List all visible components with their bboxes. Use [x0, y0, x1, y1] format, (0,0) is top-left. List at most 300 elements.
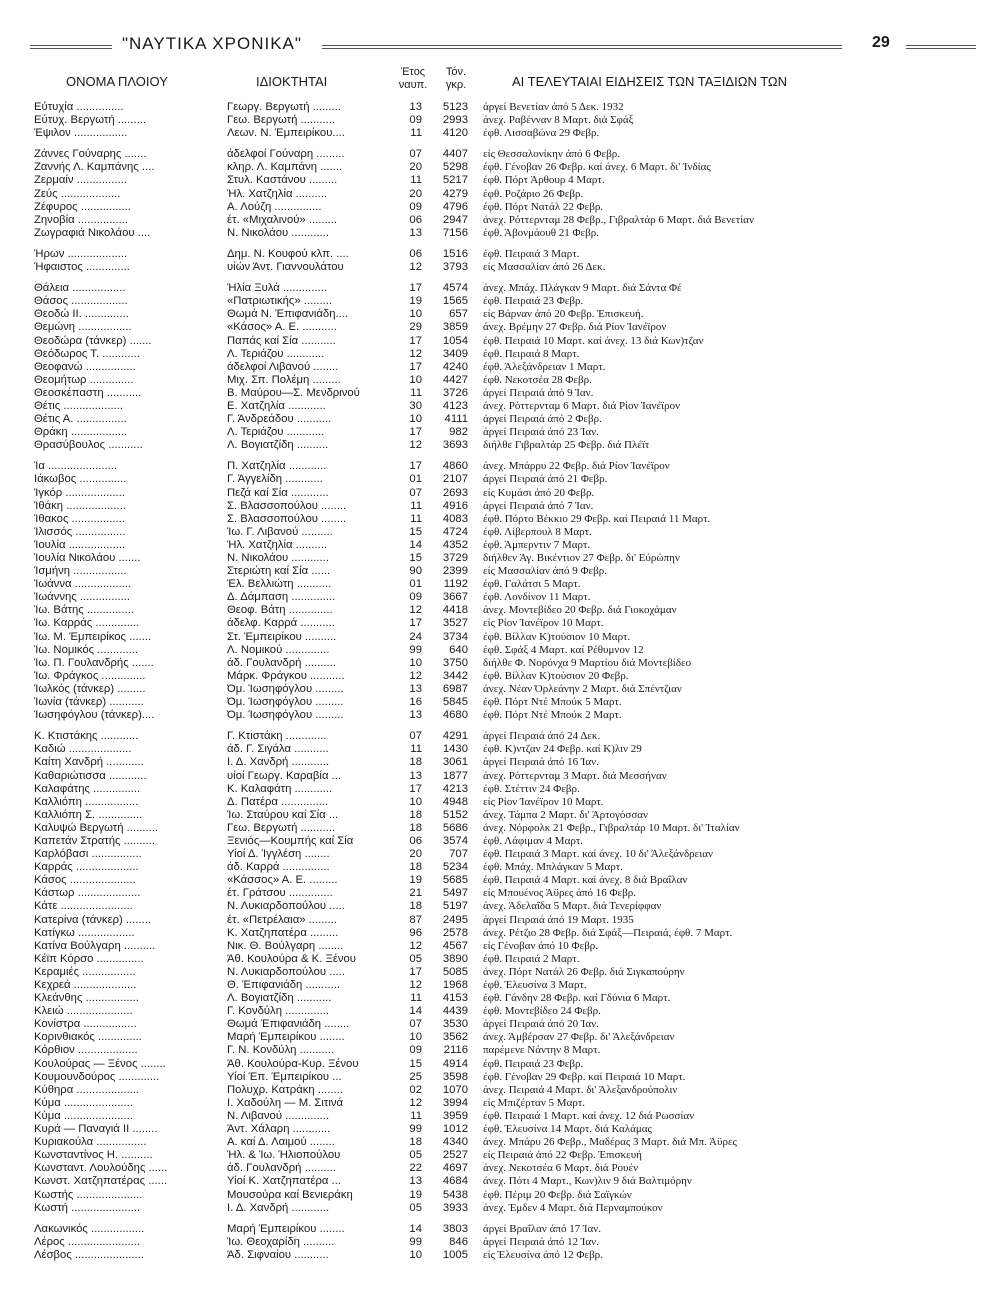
ship-news: άργεί Πειραιά άπό 7 Ίαν.	[483, 499, 594, 512]
ship-row	[34, 1189, 994, 1202]
ship-tonnage: 4948	[442, 795, 468, 808]
ship-name: Ίω. Καρράς ..............	[34, 617, 140, 630]
ship-year: 05	[409, 1149, 422, 1162]
ship-row	[34, 1223, 994, 1236]
ship-news: άνεχ. Νεκοτσέα 6 Μαρτ. διά Ρουέν	[483, 1162, 639, 1175]
ship-tonnage: 3994	[442, 1096, 468, 1109]
ship-news: άργεί Βενετίαν άπό 5 Δεκ. 1932	[483, 101, 624, 113]
ship-owner: Άθ. Κουλούρα & Κ. Ξένου	[227, 952, 356, 965]
ship-tonnage: 5217	[442, 174, 468, 187]
ship-news: διήλθε Γιβραλτάρ 25 Φεβρ. διά Πλέϊτ	[483, 439, 650, 452]
ship-owner: έτ. «Πετρέλαια» .........	[227, 913, 337, 926]
ship-tonnage: 2947	[442, 213, 468, 226]
ship-owner: Ήλ. & Ίω. Ήλιοπούλου	[227, 1149, 341, 1162]
ship-name: Ίω. Φράγκος ..............	[34, 669, 146, 682]
ship-row	[34, 400, 994, 413]
ship-row	[34, 657, 994, 670]
ship-row	[34, 321, 994, 334]
ship-owner: Ήλία Ξυλά ..............	[227, 282, 327, 295]
ship-news: έφθ. Κ)ντζαν 24 Φεβρ. καί Κ)λιν 29	[483, 743, 642, 756]
ship-year: 16	[409, 696, 422, 709]
ship-name: Κονίστρα .................	[34, 1018, 137, 1031]
ship-news: άνεχ. Μπάχ. Πλάγκαν 9 Μαρτ. διά Σάντα Φέ	[483, 282, 682, 295]
column-header-year-line1: Έτος	[400, 66, 426, 78]
ship-name: Κόρθιον ...................	[34, 1044, 138, 1057]
ship-row	[34, 500, 994, 513]
ship-tonnage: 4697	[442, 1162, 468, 1175]
ship-tonnage: 3442	[442, 669, 468, 682]
ship-name: Καθαριώτισσα ............	[34, 769, 147, 782]
ship-news: έφθ. Λίβερπουλ 8 Μαρτ.	[483, 525, 592, 538]
ship-row	[34, 1149, 994, 1162]
ship-name: Ίω. Μ. Έμπειρίκος .......	[34, 630, 152, 643]
ship-name: Ζερμαίν ................	[34, 174, 127, 187]
ship-news: άνεχ. Ρόττερνταμ 3 Μαρτ. διά Μεσσήναν	[483, 769, 667, 782]
ship-name: Θάλεια .................	[34, 282, 126, 295]
ship-owner: Ίω. Σταύρου καί Σία ...	[227, 808, 339, 821]
column-header-year	[395, 66, 431, 92]
ship-row	[34, 101, 994, 114]
ship-name: Καλαφάτης ...............	[34, 782, 141, 795]
ship-year: 99	[409, 1235, 422, 1248]
ship-news: έφθ. Πόρτ Ντέ Μπούκ 5 Μαρτ.	[483, 696, 622, 709]
ship-name: Λακωνικός .................	[34, 1222, 145, 1235]
ship-tonnage: 7156	[442, 226, 468, 239]
ship-tonnage: 4860	[442, 460, 468, 473]
ship-row	[34, 335, 994, 348]
ship-row	[34, 227, 994, 240]
ship-news: έφθ. Λάφιμαν 4 Μαρτ.	[483, 834, 584, 847]
ship-owner: Γ. Κονδύλη ..............	[227, 1005, 330, 1018]
ship-year: 12	[409, 979, 422, 991]
ship-name: Κωστή ......................	[34, 1201, 141, 1214]
ship-owner: Λ. Τεριάζου ............	[227, 426, 325, 439]
ship-year: 11	[410, 386, 422, 399]
ship-row	[34, 992, 994, 1005]
ship-tonnage: 4407	[442, 148, 468, 161]
ship-name: Ίλισσός ................	[34, 525, 126, 538]
ship-tonnage: 5123	[442, 101, 468, 113]
ship-owner: Πεζά καί Σία ............	[227, 486, 329, 499]
ship-row	[34, 743, 994, 756]
ship-news: έφθ. Πειραιά 3 Μαρτ.	[483, 247, 580, 260]
ship-name: Θέτις Α. ................	[34, 413, 127, 426]
ship-name: Καδιώ ....................	[34, 743, 132, 756]
ship-owner: Ν. Λιβανού ..............	[227, 1109, 330, 1122]
ship-year: 11	[410, 512, 422, 525]
ship-row	[34, 214, 994, 227]
ship-name: Κυριακούλα ................	[34, 1136, 147, 1149]
ship-year: 12	[409, 669, 422, 682]
ship-news: έφθ. Μπάχ. Μπλάγκαν 5 Μαρτ.	[483, 861, 623, 874]
ship-news: έφθ. Πόρτ Νατάλ 22 Φεβρ.	[483, 200, 604, 213]
ship-year: 18	[409, 756, 422, 769]
ship-year: 13	[409, 709, 422, 722]
ship-name: Ίω. Π. Γουλανδρής .......	[34, 656, 154, 669]
ship-name: Κουλούρας — Ξένος ........	[34, 1057, 166, 1070]
ship-year: 01	[409, 578, 422, 591]
ship-owner: Γεωργ. Βεργωτή .........	[227, 101, 341, 113]
ship-year: 11	[410, 992, 422, 1005]
ship-row	[34, 900, 994, 913]
ship-row	[34, 848, 994, 861]
ship-row	[34, 578, 994, 591]
ship-news: άργεί Πειραιά άπό 9 Ίαν.	[483, 386, 594, 399]
ship-year: 24	[409, 630, 422, 643]
ship-name: Κεχρεά ....................	[34, 979, 137, 991]
ship-name: Θρασύβουλος ...........	[34, 439, 143, 452]
ship-tonnage: 1070	[442, 1083, 468, 1096]
ship-tonnage: 5438	[442, 1188, 468, 1201]
ship-news: έφθ. Γένοβαν 26 Φεβρ. καί άνεχ. 6 Μαρτ. δι' Ίνδίας	[483, 161, 711, 174]
ship-tonnage: 5685	[442, 874, 468, 887]
ship-row	[34, 1071, 994, 1084]
ship-name: Ζωγραφιά Νικολάου ....	[34, 226, 151, 239]
ship-news: άνεχ. Πότι 4 Μαρτ., Κων)λιν 9 διά Βαλτιμόρην	[483, 1175, 692, 1188]
ship-year: 96	[409, 926, 422, 939]
ship-tonnage: 640	[449, 643, 468, 656]
ship-row	[34, 114, 994, 127]
ship-tonnage: 3693	[442, 439, 468, 452]
ship-year: 12	[409, 939, 422, 952]
ship-name: Ζηνοβία ................	[34, 213, 129, 226]
ship-news: έφθ. Άβονμάουθ 21 Φεβρ.	[483, 226, 600, 239]
ship-news: παρέμενε Νάντην 8 Μαρτ.	[483, 1044, 601, 1057]
ship-tonnage: 2693	[442, 486, 468, 499]
ship-owner: άδ. Γουλανδρή ..........	[227, 656, 336, 669]
ship-name: Κορινθιακός ..............	[34, 1031, 142, 1044]
ship-news: έφθ. Λονδίνον 11 Μαρτ.	[483, 591, 591, 604]
ship-row	[34, 1110, 994, 1123]
ship-tonnage: 1565	[442, 295, 468, 308]
column-header-ship-name: ΟΝΟΜΑ ΠΛΟΙΟΥ	[66, 74, 168, 89]
ship-news: είς Μπουένος Άϋρες άπό 16 Φεβρ.	[483, 887, 636, 900]
ship-name: Θεμώνη .................	[34, 321, 132, 334]
ship-owner: Σ. Βλασσοπούλου ........	[227, 512, 347, 525]
ship-owner: Μαρή Έμπειρίκου ........	[227, 1031, 345, 1044]
column-header-tonnage	[438, 66, 474, 92]
ship-name: Καρλόβασι ................	[34, 848, 142, 861]
ship-name: Καρράς ....................	[34, 861, 139, 874]
ship-year: 20	[409, 187, 422, 200]
ship-tonnage: 4083	[442, 512, 468, 525]
ship-name: Ίω. Νομικός .............	[34, 643, 139, 656]
ship-tonnage: 4111	[444, 413, 468, 426]
ship-owner: «Κάσος» Α. Ε. ...........	[227, 321, 337, 334]
ship-row	[34, 387, 994, 400]
ship-news: άνεχ. Μοντεβίδεο 20 Φεβρ. διά Γιοκοχάμαν	[483, 604, 677, 617]
ship-owner: Δ. Πατέρα ...............	[227, 795, 329, 808]
ship-owner: Παπάς καί Σία ...........	[227, 334, 336, 347]
ship-news: άνεχ. Άμβέρσαν 27 Φεβρ. δι' Άλεξάνδρειαν	[483, 1031, 675, 1044]
ship-tonnage: 3061	[442, 756, 468, 769]
ship-owner: Θεοφ. Βάτη ..............	[227, 604, 333, 617]
ship-year: 13	[409, 769, 422, 782]
ship-news: έφθ. Πειραιά 3 Μαρτ. καί άνεχ. 10 δι' Άλεξάνδρειαν	[483, 848, 713, 861]
ship-year: 99	[409, 1123, 422, 1136]
ship-year: 14	[409, 538, 422, 551]
ship-year: 20	[409, 848, 422, 861]
ship-name: Κωνστ. Χατζηπατέρας ......	[34, 1175, 168, 1188]
ship-year: 13	[409, 101, 422, 113]
ship-tonnage: 3859	[442, 321, 468, 334]
ship-tonnage: 4680	[442, 709, 468, 722]
ship-tonnage: 4427	[442, 373, 468, 386]
ship-owner: Υίοί Έπ. Έμπειρίκου ...	[227, 1070, 342, 1083]
page-number: 29	[872, 34, 890, 51]
ship-year: 10	[409, 413, 422, 426]
ship-tonnage: 3409	[442, 347, 468, 360]
ship-news: έφθ. Γάνδην 28 Φεβρ. καί Γδύνια 6 Μαρτ.	[483, 992, 671, 1005]
ship-year: 15	[409, 1057, 422, 1070]
ship-row	[34, 127, 994, 140]
ship-name: Καλλιόπη Σ. ..............	[34, 808, 143, 821]
ship-year: 10	[409, 1248, 422, 1261]
ship-news: έφθ. Πειραιά 2 Μαρτ.	[483, 952, 580, 965]
ship-owner: Στ. Έμπειρίκου ..........	[227, 630, 337, 643]
ship-row	[34, 188, 994, 201]
ship-news: άργεί Πειραιά άπό 21 Φεβρ.	[483, 473, 608, 486]
ship-name: Ίωάννης ................	[34, 591, 131, 604]
ship-tonnage: 707	[449, 848, 468, 861]
ship-news: άνεχ. Νέαν Όρλεάνην 2 Μαρτ. διά Σπέντζιαν	[483, 682, 682, 695]
ship-tonnage: 4796	[442, 200, 468, 213]
ship-row	[34, 874, 994, 887]
ship-name: Κυρά — Παναγιά ΙΙ ........	[34, 1123, 158, 1136]
running-header	[30, 32, 976, 56]
ship-tonnage: 3750	[442, 656, 468, 669]
ship-news: άνεχ. Πόρτ Νατάλ 26 Φεβρ. διά Σιγκαπούρην	[483, 965, 685, 978]
ship-tonnage: 4352	[442, 538, 468, 551]
ship-owner: Γ. Άνδρεάδου ...........	[227, 413, 332, 426]
ship-year: 17	[409, 965, 422, 978]
ship-name: Καλλιόπη .................	[34, 795, 139, 808]
ship-name: Κατίγκω ..................	[34, 926, 135, 939]
ship-owner: Έλ. Βελλιώτη ...........	[227, 578, 332, 591]
ship-tonnage: 1968	[442, 979, 468, 991]
ship-name: Θεοδώρα (τάνκερ) .......	[34, 334, 152, 347]
ship-row	[34, 953, 994, 966]
ship-news: έφθ. Άλεξάνδρειαν 1 Μαρτ.	[483, 360, 606, 373]
ship-year: 11	[410, 1109, 422, 1122]
ship-news: είς Θεσσαλονίκην άπό 6 Φεβρ.	[483, 148, 620, 161]
ship-row	[34, 927, 994, 940]
ship-name: Καλυψώ Βεργωτή ..........	[34, 821, 159, 834]
ship-name: Κουμουνδούρος .............	[34, 1070, 160, 1083]
ship-owner: Στεριώτη καί Σία ......	[227, 565, 331, 578]
ship-owner: Ν. Λυκιαρδοπούλου .....	[227, 965, 345, 978]
ship-tonnage: 4213	[442, 782, 468, 795]
ship-owner: Θωμά Έπιφανιάδη ........	[227, 1018, 350, 1031]
ship-tonnage: 2495	[442, 913, 468, 926]
ship-row	[34, 670, 994, 683]
ship-news: έφθ. Μοντεβίδεο 24 Φεβρ.	[483, 1005, 601, 1018]
ship-news: διήλθε Φ. Νορόνχα 9 Μαρτίου διά Μοντεβίδεο	[483, 656, 692, 669]
ship-row	[34, 1097, 994, 1110]
ship-news: άργεί Πειραιά άπό 23 Ίαν.	[483, 426, 599, 439]
ship-tonnage: 5686	[442, 821, 468, 834]
ship-name: Ίουλία ..................	[34, 538, 126, 551]
ship-name: Θράκη ..................	[34, 426, 128, 439]
ship-tonnage: 3527	[442, 617, 468, 630]
ship-year: 06	[409, 213, 422, 226]
ship-tonnage: 4916	[442, 499, 468, 512]
ship-news: έφθ. Πειραιά 10 Μαρτ. καί άνεχ. 13 διά Κων)τζαν	[483, 334, 704, 347]
ship-news: έφθ. Πόρτ Άρθουρ 4 Μαρτ.	[483, 174, 605, 187]
ship-owner: Στυλ. Καστάνου .........	[227, 174, 338, 187]
ship-tonnage: 3793	[442, 261, 468, 274]
ship-year: 19	[409, 1188, 422, 1201]
ship-row	[34, 1175, 994, 1188]
ship-owner: Όμ. Ίωσηφόγλου .........	[227, 682, 344, 695]
ship-news: έφθ. Πέριμ 20 Φεβρ. διά Σαϊγκών	[483, 1188, 632, 1201]
ship-row	[34, 1044, 994, 1057]
ship-owner: Ξενιός—Κουμπής καί Σία	[227, 834, 354, 847]
ship-year: 09	[409, 200, 422, 213]
ship-row	[34, 914, 994, 927]
ship-tonnage: 4439	[442, 1005, 468, 1018]
ship-owner: Β. Μαύρου—Σ. Μενδρινού	[227, 386, 360, 399]
ship-row	[34, 887, 994, 900]
ship-tonnage: 4574	[442, 282, 468, 295]
ship-news: είς Έλευσίνα άπό 12 Φεβρ.	[483, 1248, 603, 1261]
ship-tonnage: 3933	[442, 1201, 468, 1214]
ship-tonnage: 1516	[442, 247, 468, 260]
ship-row	[34, 1202, 994, 1215]
ship-news: έφθ. Ροζάριο 26 Φεβρ.	[483, 187, 584, 200]
ship-year: 07	[409, 486, 422, 499]
ship-tonnage: 3890	[442, 952, 468, 965]
ship-news: άνεχ. Νόρφολκ 21 Φεβρ., Γιβραλτάρ 10 Μαρτ. δι' Ίταλίαν	[483, 821, 740, 834]
ship-news: άνεχ. Βρέμην 27 Φεβρ. διά Ρίον Ίανέϊρον	[483, 321, 667, 334]
ship-tonnage: 1192	[443, 578, 468, 591]
ship-row	[34, 539, 994, 552]
ship-year: 14	[409, 1005, 422, 1018]
ship-year: 11	[410, 127, 422, 140]
ship-news: είς Βάρναν άπό 20 Φεβρ. Έπισκευή.	[483, 308, 644, 321]
ship-owner: Ήλ. Χατζηλία ..........	[227, 538, 328, 551]
ship-row	[34, 513, 994, 526]
ship-owner: Γ. Ν. Κονδύλη ...........	[227, 1044, 335, 1057]
ship-tonnage: 4914	[442, 1057, 468, 1070]
ship-name: Ίθακος .................	[34, 512, 125, 525]
ship-name: Κάστωρ ....................	[34, 887, 141, 900]
ship-news: είς Κυμάσι άπό 20 Φεβρ.	[483, 486, 595, 499]
ship-news: άνεχ. Τάμπα 2 Μαρτ. δι' Άρτογόσσαν	[483, 808, 649, 821]
ship-tonnage: 3803	[442, 1222, 468, 1235]
ship-owner: άδ. Γ. Σιγάλα ...........	[227, 743, 329, 756]
ship-year: 02	[409, 1083, 422, 1096]
ship-name: Ίωάννα ..................	[34, 578, 132, 591]
ship-tonnage: 4279	[442, 187, 468, 200]
ship-row	[34, 730, 994, 743]
ship-row	[34, 552, 994, 565]
ship-news: έφθ. Πειραιά 1 Μαρτ. καί άνεχ. 12 διά Ρωσσίαν	[483, 1109, 695, 1122]
ship-year: 17	[409, 334, 422, 347]
ship-news: έφθ. Πειραιά 23 Φεβρ.	[483, 295, 584, 308]
ship-name: Εύτυχία ...............	[34, 101, 124, 113]
ship-name: Κωνσταντ. Λουλούδης ......	[34, 1162, 168, 1175]
ship-owner: Θ. Έπιφανιάδη ...........	[227, 979, 341, 991]
ship-name: Ίγκόρ ...................	[34, 486, 125, 499]
ship-news: έφθ. Πόρτο Βέκκιο 29 Φεβρ. καί Πειραιά 11 Μαρτ.	[483, 512, 711, 525]
ship-name: Ίσμήνη .................	[34, 565, 127, 578]
ship-year: 12	[409, 439, 422, 452]
ship-row	[34, 861, 994, 874]
ship-name: Θεοσκέπαστη ...........	[34, 386, 142, 399]
ship-row	[34, 148, 994, 161]
ship-name: Κέϊπ Κόρσο ...............	[34, 952, 144, 965]
ship-year: 17	[409, 282, 422, 295]
ship-news: έφθ. Πειραιά 4 Μαρτ. καί άνεχ. 8 διά Βραΐλαν	[483, 874, 688, 887]
ship-year: 87	[409, 913, 422, 926]
ship-name: Ζεύς ...................	[34, 187, 121, 200]
ship-year: 09	[409, 1044, 422, 1057]
ship-owner: άδ. Καρρά ...............	[227, 861, 330, 874]
ship-row	[34, 617, 994, 630]
ship-name: Θάσος ..................	[34, 295, 128, 308]
ship-year: 21	[409, 887, 422, 900]
ship-owner: άδελφοί Λιβανού ........	[227, 360, 339, 373]
ship-row	[34, 526, 994, 539]
ship-row	[34, 248, 994, 261]
ship-owner: Μάρκ. Φράγκου ...........	[227, 669, 345, 682]
ship-tonnage: 4684	[442, 1175, 468, 1188]
header-rule-left	[30, 45, 112, 49]
ship-owner: Ίω. Θεοχαρίδη ..........	[227, 1235, 335, 1248]
ship-tonnage: 5197	[442, 900, 468, 913]
ship-owner: Λεων. Ν. Έμπειρίκου....	[227, 127, 345, 140]
ship-year: 11	[410, 499, 422, 512]
ship-row	[34, 631, 994, 644]
ship-owner: Α. Λούζη ...............	[227, 200, 322, 213]
ship-owner: Άντ. Χάλαρη ............	[227, 1123, 331, 1136]
ship-news: είς Μασσαλίαν άπό 9 Φεβρ.	[483, 565, 607, 578]
ship-tonnage: 2107	[442, 473, 468, 486]
ship-name: Ίουλία Νικολάου .......	[34, 552, 141, 564]
ship-owner: Δημ. Ν. Κουφού κλπ. ....	[227, 247, 349, 260]
ship-news: άργεί Πειραιά άπό 19 Μαρτ. 1935	[483, 913, 634, 926]
ship-tonnage: 4340	[442, 1136, 468, 1149]
ship-row	[34, 1136, 994, 1149]
ship-year: 13	[409, 1175, 422, 1188]
ship-row	[34, 1162, 994, 1175]
ship-news: άνεχ. Μπάρυ 26 Φεβρ., Μαδέρας 3 Μαρτ. διά Μπ. Άϋρες	[483, 1136, 737, 1149]
ship-row	[34, 783, 994, 796]
ship-name: Κεραμιές .................	[34, 965, 136, 978]
journal-title: "ΝΑΥΤΙΚΑ ΧΡΟΝΙΚΑ"	[122, 34, 302, 53]
ship-name: Θεοδώ ΙΙ. ..............	[34, 308, 129, 321]
ship-year: 17	[409, 617, 422, 630]
ship-tonnage: 3562	[442, 1031, 468, 1044]
ship-news: άργεί Πειραιά άπό 12 Ίαν.	[483, 1235, 599, 1248]
ship-tonnage: 4724	[442, 525, 468, 538]
ship-row	[34, 696, 994, 709]
ship-news: άργεί Πειραιά άπό 16 Ίαν.	[483, 756, 599, 769]
ship-row	[34, 591, 994, 604]
ship-news: άργεί Βραΐλαν άπό 17 Ίαν.	[483, 1222, 601, 1235]
ship-tonnage: 5497	[442, 887, 468, 900]
ship-year: 12	[409, 347, 422, 360]
ship-tonnage: 5085	[442, 965, 468, 978]
ship-tonnage: 3726	[442, 386, 468, 399]
ship-name: Ήφαιστος ..............	[34, 261, 130, 274]
ship-tonnage: 1012	[442, 1123, 468, 1136]
ship-news: άνεχ. Έμδεν 4 Μαρτ. διά Περναμπούκον	[483, 1201, 663, 1214]
ship-year: 06	[409, 834, 422, 847]
ship-news: άργεί Πειραιά άπό 24 Δεκ.	[483, 730, 601, 743]
ship-owner: Ίω. Γ. Λιβανού ..........	[227, 525, 333, 538]
